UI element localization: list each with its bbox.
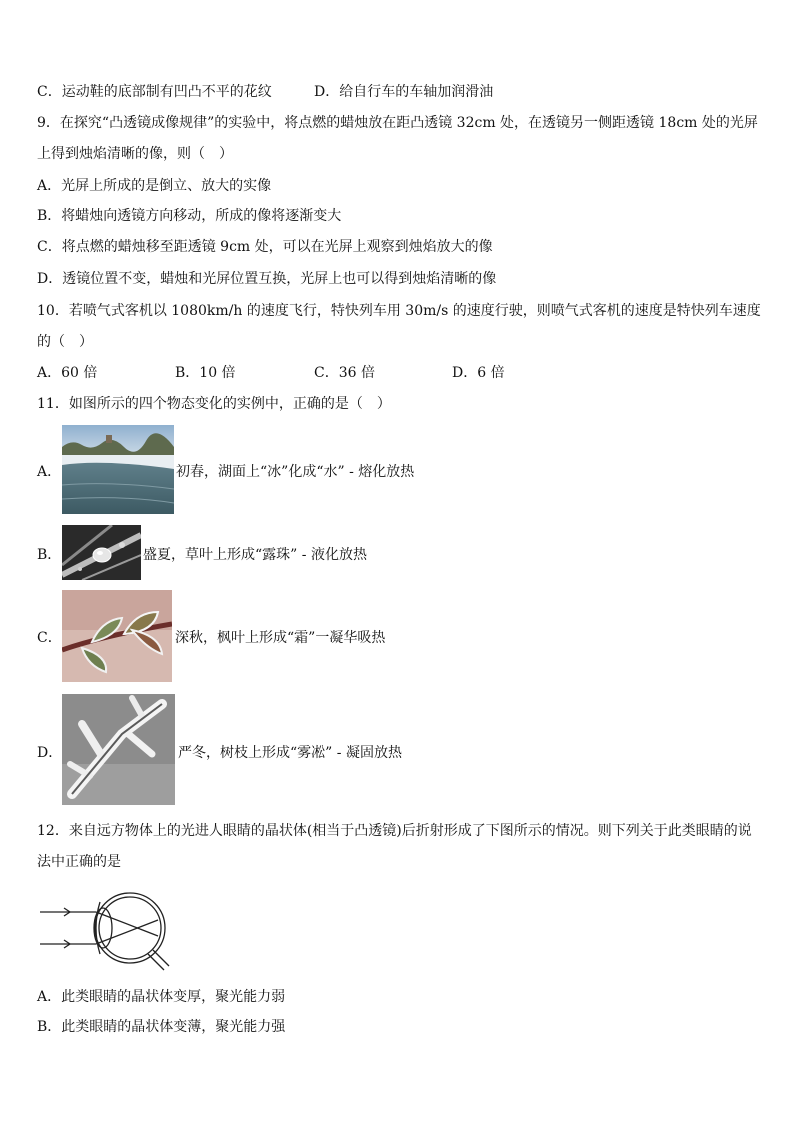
eye-lens-diagram: [40, 888, 180, 973]
q11-option-b-label: B．: [37, 547, 62, 563]
q11-option-c-label: C．: [37, 630, 62, 646]
q11-option-d-label: D．: [37, 745, 63, 761]
q8-option-d: D．给自行车的车轴加润滑油: [314, 84, 494, 100]
frozen-lake-photo: [62, 425, 174, 514]
q11-option-b-text: 盛夏，草叶上形成“露珠” - 液化放热: [143, 547, 367, 563]
frost-leaf-photo: [62, 590, 172, 682]
q11-option-d-text: 严冬，树枝上形成“雾凇” - 凝固放热: [178, 745, 402, 761]
q9-option-d: D．透镜位置不变，蜡烛和光屏位置互换，光屏上也可以得到烛焰清晰的像: [37, 271, 497, 287]
q9-option-b: B．将蜡烛向透镜方向移动，所成的像将逐渐变大: [37, 208, 342, 224]
q11-option-a-text: 初春，湖面上“冰”化成“水” - 熔化放热: [176, 464, 415, 480]
q10-option-c: C．36 倍: [314, 365, 375, 381]
q10-option-a: A．60 倍: [37, 365, 98, 381]
q11-stem: 11．如图所示的四个物态变化的实例中，正确的是（ ）: [37, 396, 391, 412]
q11-option-a-label: A．: [37, 464, 62, 480]
rime-branch-photo: [62, 694, 175, 805]
q10-option-d: D．6 倍: [452, 365, 505, 381]
q11-option-c-text: 深秋，枫叶上形成“霜”一凝华吸热: [175, 630, 386, 646]
q9-option-a: A．光屏上所成的是倒立、放大的实像: [37, 178, 272, 194]
q12-stem: 12．来自远方物体上的光进人眼睛的晶状体(相当于凸透镜)后折射形成了下图所示的情况。则下列关于此类眼睛的说法中正确的是: [37, 823, 752, 870]
q9-option-c: C．将点燃的蜡烛移至距透镜 9cm 处，可以在光屏上观察到烛焰放大的像: [37, 239, 493, 255]
q12-option-a: A．此类眼睛的晶状体变厚，聚光能力弱: [37, 989, 286, 1005]
q10-option-b: B．10 倍: [175, 365, 236, 381]
dew-drop-photo: [62, 525, 141, 580]
q12-option-b: B．此类眼睛的晶状体变薄，聚光能力强: [37, 1019, 286, 1035]
q9-stem: 9．在探究“凸透镜成像规律”的实验中，将点燃的蜡烛放在距凸透镜 32cm 处，在透镜另一侧距透镜 18cm 处的光屏上得到烛焰清晰的像，则（ ）: [37, 115, 758, 162]
q10-stem: 10．若喷气式客机以 1080km/h 的速度飞行，特快列车用 30m/s 的速度行驶，则喷气式客机的速度是特快列车速度的（ ）: [37, 303, 761, 350]
q8-option-c: C．运动鞋的底部制有凹凸不平的花纹: [37, 84, 272, 100]
